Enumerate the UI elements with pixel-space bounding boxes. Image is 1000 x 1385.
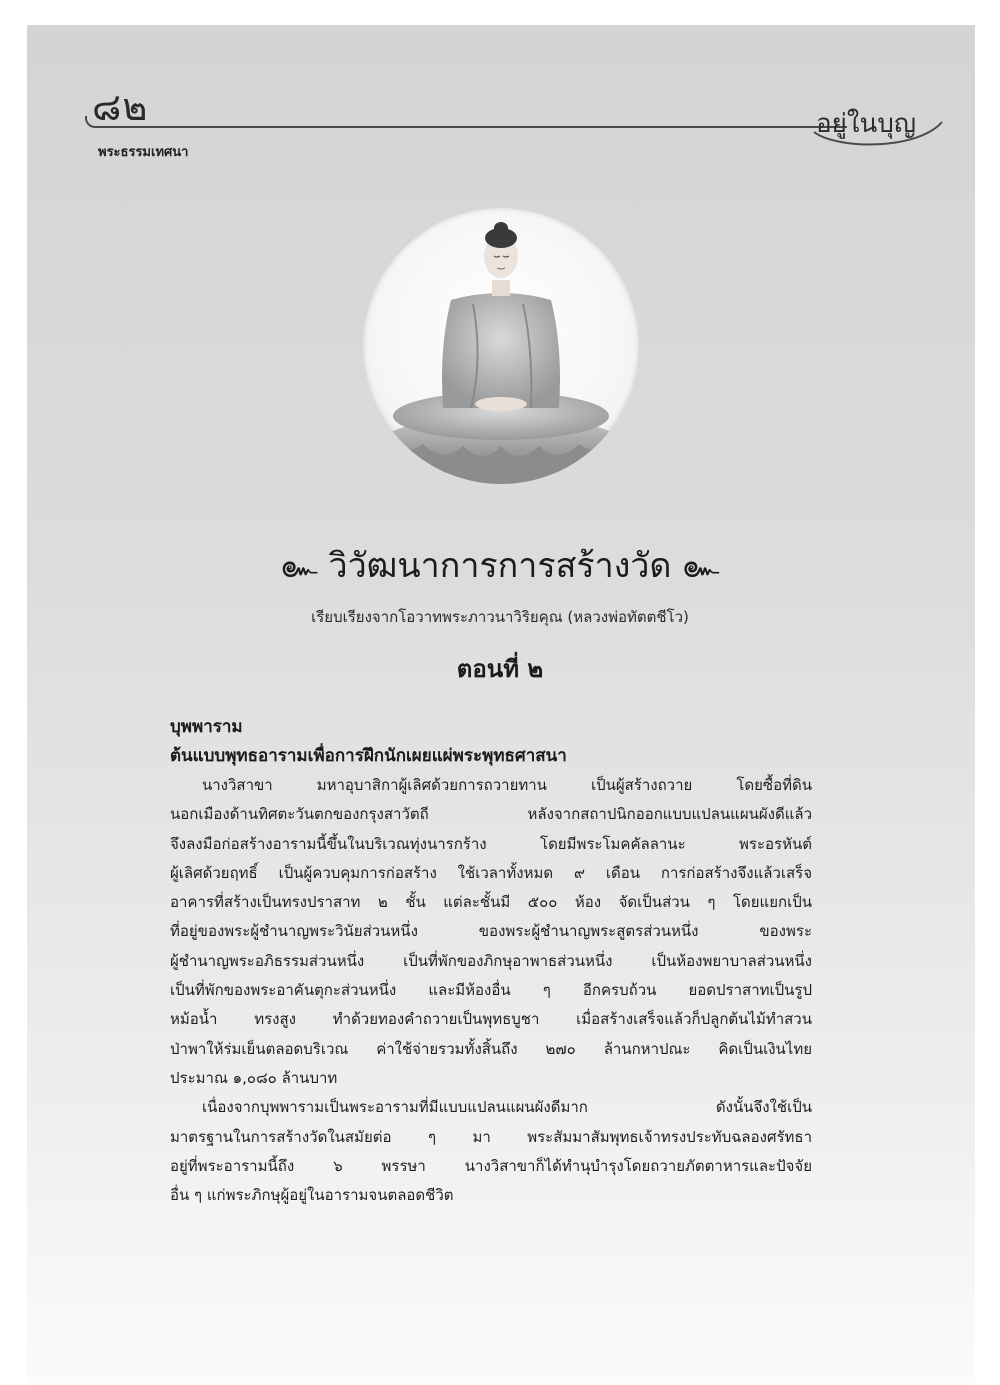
episode-label: ตอนที่ ๒	[456, 655, 544, 683]
paragraph2-line: อื่น ๆ แก่พระภิกษุผู้อยู่ในอารามจนตลอดชีวิต	[170, 1186, 454, 1205]
paragraph2-line: มาตรฐานในการสร้างวัดในสมัยต่อ ๆ มา พระสัมมาสัมพุทธเจ้าทรงประทับฉลองศรัทธา	[170, 1127, 812, 1146]
paragraph1-line: ผู้ชำนาญพระอภิธรรมส่วนหนึ่ง เป็นที่พักของภิกษุอาพาธส่วนหนึ่ง เป็นห้องพยาบาลส่วนหนึ่ง	[170, 951, 812, 970]
paragraph1-line: อาคารที่สร้างเป็นทรงปราสาท ๒ ชั้น แต่ละชั้นมี ๕๐๐ ห้อง จัดเป็นส่วน ๆ โดยแยกเป็น	[170, 893, 812, 912]
article-title	[150, 538, 850, 592]
page-number: ๘๒	[92, 85, 149, 129]
title-text: วิวัฒนาการการสร้างวัด	[328, 546, 672, 586]
paragraph1-line: หม้อน้ำ ทรงสูง ทำด้วยทองคำถวายเป็นพุทธบูชา เมื่อสร้างเสร็จแล้วก็ปลูกต้นไม้ทำสวน	[170, 1010, 812, 1029]
paragraph2-line: อยู่ที่พระอารามนี้ถึง ๖ พรรษา นางวิสาขาก็ได้ทำนุบำรุงโดยถวายภัตตาหารและปัจจัย	[170, 1156, 812, 1175]
buddha-illustration	[363, 208, 639, 484]
paragraph1-line: จึงลงมือก่อสร้างอารามนี้ขึ้นในบริเวณทุ่งนารกร้าง โดยมีพระโมคคัลลานะ พระอรหันต์	[170, 834, 812, 853]
article-subtitle: เรียบเรียงจากโอวาทพระภาวนาวิริยคุณ (หลวงพ่อทัตตชีโว)	[311, 608, 689, 626]
paragraph1-line: ป่าพาให้ร่มเย็นตลอดบริเวณ ค่าใช้จ่ายรวมทั้งสิ้นถึง ๒๗๐ ล้านกหาปณะ คิดเป็นเงินไทย	[170, 1039, 812, 1058]
section-heading: บุพพาราม	[170, 717, 243, 737]
header-rule	[85, 116, 847, 128]
paragraph1-line: นอกเมืองด้านทิศตะวันตกของกรุงสาวัตถี หลังจากสถาปนิกออกแบบแปลนแผนผังดีแล้ว	[170, 805, 812, 824]
paragraph1-line: ผู้เลิศด้วยฤทธิ์ เป็นผู้ควบคุมการก่อสร้าง ใช้เวลาทั้งหมด ๙ เดือน การก่อสร้างจึงแล้วเสร็จ	[170, 863, 812, 882]
paragraph1-line: นางวิสาขา มหาอุบาสิกาผู้เลิศด้วยการถวายทาน เป็นผู้สร้างถวาย โดยซื้อที่ดิน	[202, 776, 812, 794]
title-ornament-right: ๛	[682, 547, 720, 585]
paragraph2-line: เนื่องจากบุพพารามเป็นพระอารามที่มีแบบแปลนแผนผังดีมาก ดังนั้นจึงใช้เป็น	[202, 1098, 812, 1117]
magazine-logo	[808, 92, 948, 154]
paragraph1-line: ประมาณ ๑,๐๘๐ ล้านบาท	[170, 1068, 338, 1087]
magazine-logo-text: อยู่ในบุญ	[816, 109, 916, 139]
paragraph1-line: ที่อยู่ของพระผู้ชำนาญพระวินัยส่วนหนึ่ง ของพระผู้ชำนาญพระสูตรส่วนหนึ่ง ของพระ	[170, 922, 812, 941]
article-body	[170, 771, 812, 1210]
title-ornament-left: ๛	[280, 547, 318, 585]
magazine-logo-icon	[808, 92, 948, 154]
section-label: พระธรรมเทศนา	[98, 145, 189, 160]
paragraph1-line: เป็นที่พักของพระอาคันตุกะส่วนหนึ่ง และมีห้องอื่น ๆ อีกครบถ้วน ยอดปราสาทเป็นรูป	[170, 981, 812, 1000]
section-subheading: ต้นแบบพุทธอารามเพื่อการฝึกนักเผยแผ่พระพุทธศาสนา	[170, 746, 567, 766]
seated-buddha-icon	[363, 208, 639, 484]
